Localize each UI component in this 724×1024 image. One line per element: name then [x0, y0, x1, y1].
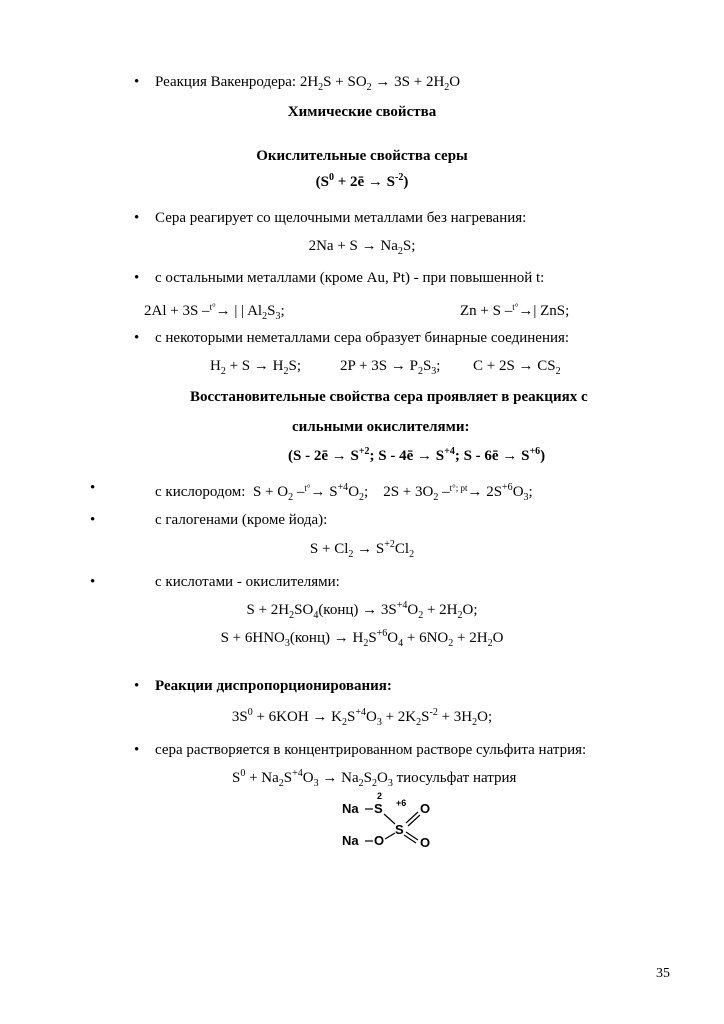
bullet: •	[134, 330, 140, 346]
bond	[384, 814, 395, 824]
phosphorus-equation: $2P + 3S \to P_2S_3$;	[340, 358, 441, 377]
oxidation-state-label: +6	[396, 798, 407, 808]
sulfur-label: S	[395, 822, 404, 837]
thiosulfate-equation: $S^0 + Na_2S^{+4}O_3 \to Na_2S_2O_3$ тиосульфат натрия	[232, 768, 517, 789]
bullet: •	[134, 210, 140, 226]
sulfur-label: S	[374, 801, 383, 816]
heading-chemical-properties: Химические свойства	[287, 104, 437, 120]
alkali-metals-text: Сера реагирует со щелочными металлами без нагревания:	[155, 210, 527, 226]
halogens-text: с галогенами (кроме йода):	[155, 512, 328, 528]
wackenroder-reaction: Реакция Вакенродера: $2H_2S + SO_2 \to 3S + 2H_2O$	[155, 74, 461, 93]
aluminium-equation: 2Al + 3S –$^{t^\circ}$→ | | $Al_2S_3$;	[144, 302, 285, 322]
hydrogen-equation: $H_2 + S \to H_2S$;	[210, 358, 301, 377]
oxygen-label: O	[420, 835, 431, 850]
bullet: •	[134, 270, 140, 286]
heading-reducing-line1: Восстановительные свойства сера проявляет в реакциях с	[190, 389, 588, 405]
sulfite-text: сера растворяется в концентрированном растворе сульфита натрия:	[155, 742, 587, 758]
bullet: •	[90, 574, 96, 590]
heading-oxidizing-properties: Окислительные свойства серы	[256, 148, 468, 164]
bullet: •	[134, 74, 140, 90]
thiosulfate-structure-diagram	[340, 790, 450, 852]
oxidizing-equation: ($S^0$ + 2ē → $S^{-2}$)	[315, 172, 409, 190]
other-metals-text: с остальными металлами (кроме Au, Pt) - при повышенной t:	[155, 270, 545, 286]
carbon-equation: $C + 2S \to CS_2$	[473, 358, 561, 377]
bullet: •	[134, 678, 140, 694]
double-bond	[406, 832, 418, 840]
page-number: 35	[656, 966, 670, 981]
bond	[385, 833, 395, 839]
bullet: •	[90, 512, 96, 528]
oxygen-label: O	[374, 833, 385, 848]
halogen-equation: $S + Cl_2 \to S^{+2}Cl_2$	[309, 539, 415, 560]
bullet: •	[90, 480, 96, 496]
oxidation-state-label: 2	[377, 791, 383, 801]
acids-text: с кислотами - окислителями:	[155, 574, 340, 590]
double-bond	[404, 835, 416, 843]
oxygen-label: O	[420, 801, 431, 816]
alkali-equation: $2Na + S \to Na_2S$;	[308, 238, 416, 257]
sulfuric-acid-equation: $S + 2H_2SO_4(конц) \to 3S^{+4}O_2 + 2H_2O$;	[246, 600, 478, 621]
disproportionation-equation: $3S^0 + 6KOH \to K_2S^{+4}O_3 + 2K_2S^{-2} + 3H_2O$;	[231, 707, 493, 728]
sodium-label: Na	[342, 833, 359, 848]
double-bond	[406, 812, 418, 823]
heading-disproportionation: Реакции диспропорционирования:	[155, 678, 392, 694]
bullet: •	[134, 742, 140, 758]
double-bond	[408, 815, 420, 826]
sodium-label: Na	[342, 801, 359, 816]
zinc-equation: Zn + S –$^{t^\circ}$→| ZnS;	[460, 302, 570, 319]
heading-reducing-line2: сильными окислителями:	[292, 419, 470, 435]
nitric-acid-equation: $S + 6HNO_3(конц) \to H_2S^{+6}O_4 + 6NO_2 + 2H_2O$	[220, 628, 504, 649]
reducing-equation: (S - 2ē → $S^{+2}$; S - 4ē → $S^{+4}$; S - 6ē → $S^{+6}$)	[288, 446, 546, 464]
nonmetals-text: с некоторыми неметаллами сера образует бинарные соединения:	[155, 330, 570, 346]
oxygen-reactions: с кислородом: $S + O_2$ $-^{t^\circ}\to S^{+4}O_2$; $2S + 3O_2$ $-^{t^\circ; pt}\to 2S^{+6}O_3$;	[155, 482, 533, 503]
